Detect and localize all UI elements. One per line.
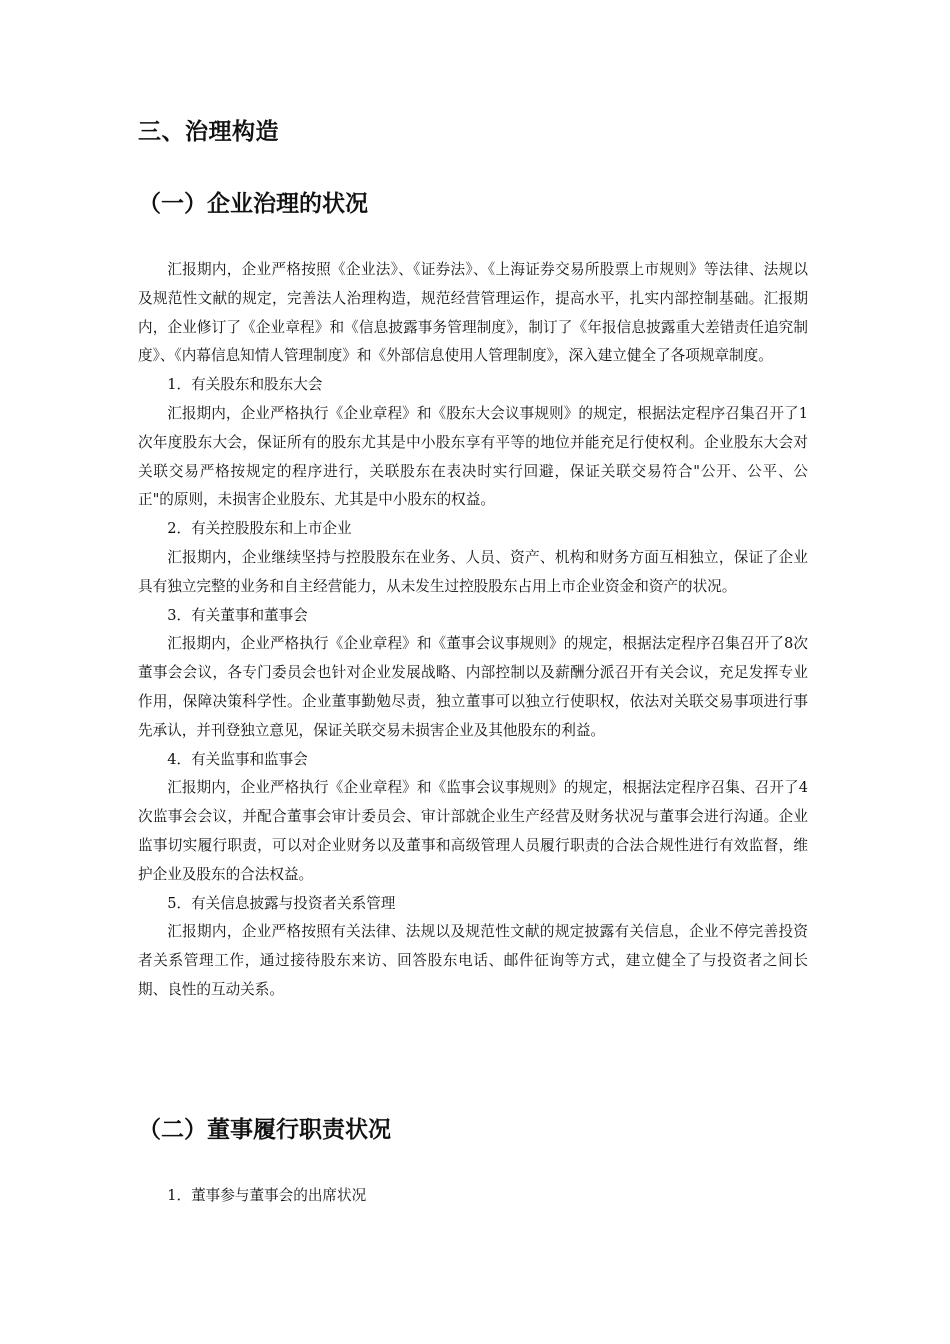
item-paragraph-disclosure: 汇报期内，企业严格按照有关法律、法规以及规范性文献的规定披露有关信息，企业不停完善投资者关系管理工作，通过接待股东来访、回答股东电话、邮件征询等方式，建立健全了与投资者之间长期、良性的互动关系。 xyxy=(138,923,808,998)
item-heading-supervisors: 4．有关监事和监事会 xyxy=(167,750,308,768)
chapter-heading: 三、治理构造 xyxy=(138,119,279,145)
item-paragraph-board: 汇报期内，企业严格执行《企业章程》和《董事会议事规则》的规定，根据法定程序召集召开了8次董事会会议，各专门委员会也针对企业发展战略、内部控制以及薪酬分派召开有关会议，充足发挥专业作用，保障决策科学性。企业董事勤勉尽责，独立董事可以独立行使职权，依法对关联交易事项进行事先承认，并刊登独立意见，保证关联交易未损害企业及其他股东的利益。 xyxy=(138,635,808,739)
item-heading-disclosure: 5．有关信息披露与投资者关系管理 xyxy=(167,894,396,912)
section-body-governance-status xyxy=(138,256,808,1005)
item-paragraph-shareholders: 汇报期内，企业严格执行《企业章程》和《股东大会议事规则》的规定，根据法定程序召集召开了1次年度股东大会，保证所有的股东尤其是中小股东享有平等的地位并能充足行使权利。企业股东大会对关联交易严格按规定的程序进行，关联股东在表决时实行回避，保证关联交易符合"公开、公平、公正"的原则，未损害企业股东、尤其是中小股东的权益。 xyxy=(138,404,808,509)
item-heading-controlling-shareholder: 2．有关控股股东和上市企业 xyxy=(167,520,352,538)
intro-paragraph: 汇报期内，企业严格按照《企业法》、《证券法》、《上海证券交易所股票上市规则》等法律、法规以及规范性文献的规定，完善法人治理构造，规范经营管理运作，提高水平，扎实内部控制基础。汇报期内，企业修订了《企业章程》和《信息披露事务管理制度》，制订了《年报信息披露重大差错责任追究制度》、《内幕信息知情人管理制度》和《外部信息使用人管理制度》，深入建立健全了各项规章制度。 xyxy=(138,261,808,365)
item-heading-board: 3．有关董事和董事会 xyxy=(167,606,308,624)
section-heading-governance-status: （一）企业治理的状况 xyxy=(138,191,368,217)
item-heading-shareholders: 1．有关股东和股东大会 xyxy=(167,376,323,394)
item-paragraph-supervisors: 汇报期内，企业严格执行《企业章程》和《监事会议事规则》的规定，根据法定程序召集、召开了4次监事会会议，并配合董事会审计委员会、审计部就企业生产经营及财务状况与董事会进行沟通。企业监事切实履行职责，可以对企业财务以及董事和高级管理人员履行职责的合法合规性进行有效监督，维护企业及股东的合法权益。 xyxy=(138,779,808,883)
item-paragraph-controlling-shareholder: 汇报期内，企业继续坚持与控股股东在业务、人员、资产、机构和财务方面互相独立，保证了企业具有独立完整的业务和自主经营能力，从未发生过控股股东占用上市企业资金和资产的状况。 xyxy=(138,548,808,595)
section-heading-director-duties: （二）董事履行职责状况 xyxy=(138,1117,391,1143)
item-heading-director-attendance: 1．董事参与董事会的出席状况 xyxy=(167,1187,367,1204)
